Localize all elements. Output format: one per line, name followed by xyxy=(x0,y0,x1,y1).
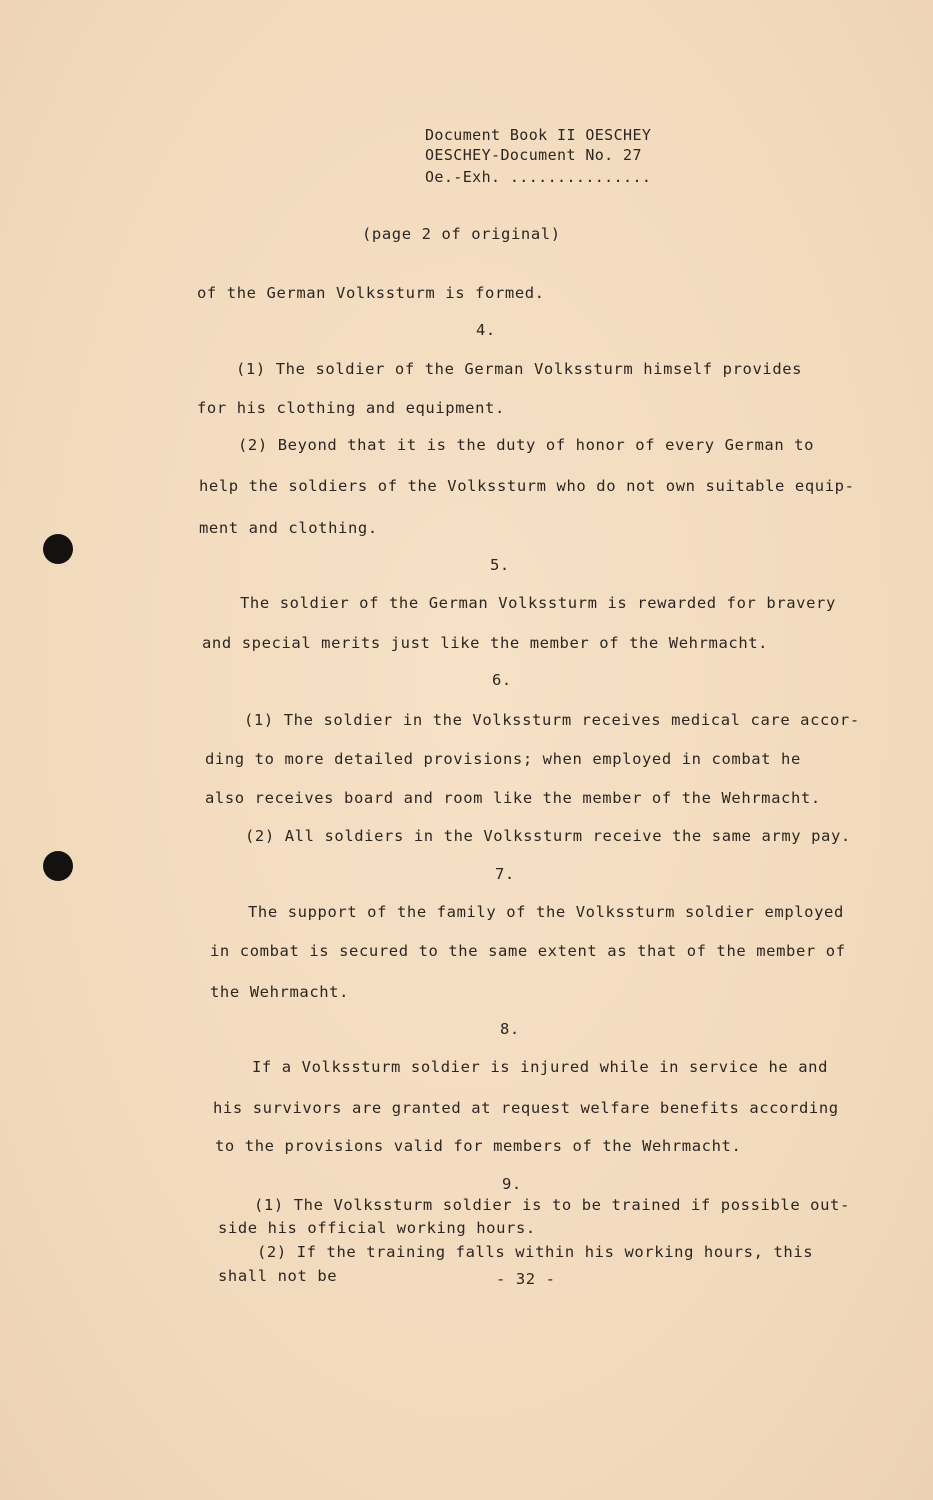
body-line: the Wehrmacht. xyxy=(210,983,350,1001)
body-line: The support of the family of the Volkssturm soldier employed xyxy=(248,903,844,921)
body-line: shall not be xyxy=(218,1267,338,1285)
body-line: ding to more detailed provisions; when employed in combat he xyxy=(205,750,801,768)
body-line: of the German Volkssturm is formed. xyxy=(197,284,545,302)
header-document-book: Document Book II OESCHEY xyxy=(425,126,652,144)
punch-hole-bottom xyxy=(43,851,73,881)
section-number: 8. xyxy=(500,1020,520,1038)
section-number: 9. xyxy=(502,1175,522,1193)
body-line: (1) The Volkssturm soldier is to be trained if possible out- xyxy=(254,1196,850,1214)
body-line: for his clothing and equipment. xyxy=(197,399,505,417)
body-line: also receives board and room like the member of the Wehrmacht. xyxy=(205,789,821,807)
body-line: (1) The soldier in the Volkssturm receives medical care accor- xyxy=(244,711,860,729)
body-line: ment and clothing. xyxy=(199,519,378,537)
body-line: (2) Beyond that it is the duty of honor of every German to xyxy=(238,436,815,454)
body-line: help the soldiers of the Volkssturm who do not own suitable equip- xyxy=(199,477,855,495)
body-line: and special merits just like the member of the Wehrmacht. xyxy=(202,634,769,652)
body-line: (2) If the training falls within his working hours, this xyxy=(257,1243,814,1261)
body-line: (1) The soldier of the German Volkssturm himself provides xyxy=(236,360,803,378)
body-line: to the provisions valid for members of the Wehrmacht. xyxy=(215,1137,742,1155)
header-exhibit: Oe.-Exh. ............... xyxy=(425,168,652,186)
page-note: (page 2 of original) xyxy=(362,225,561,243)
body-line: The soldier of the German Volkssturm is rewarded for bravery xyxy=(240,594,836,612)
body-line: his survivors are granted at request welfare benefits according xyxy=(213,1099,839,1117)
body-line: If a Volkssturm soldier is injured while in service he and xyxy=(252,1058,829,1076)
section-number: 7. xyxy=(495,865,515,883)
header-document-number: OESCHEY-Document No. 27 xyxy=(425,146,642,164)
section-number: 6. xyxy=(492,671,512,689)
section-number: 4. xyxy=(476,321,496,339)
punch-hole-top xyxy=(43,534,73,564)
body-line: side his official working hours. xyxy=(218,1219,536,1237)
body-line: (2) All soldiers in the Volkssturm receive the same army pay. xyxy=(245,827,851,845)
section-number: 5. xyxy=(490,556,510,574)
page-number: - 32 - xyxy=(496,1270,556,1288)
body-line: in combat is secured to the same extent as that of the member of xyxy=(210,942,846,960)
